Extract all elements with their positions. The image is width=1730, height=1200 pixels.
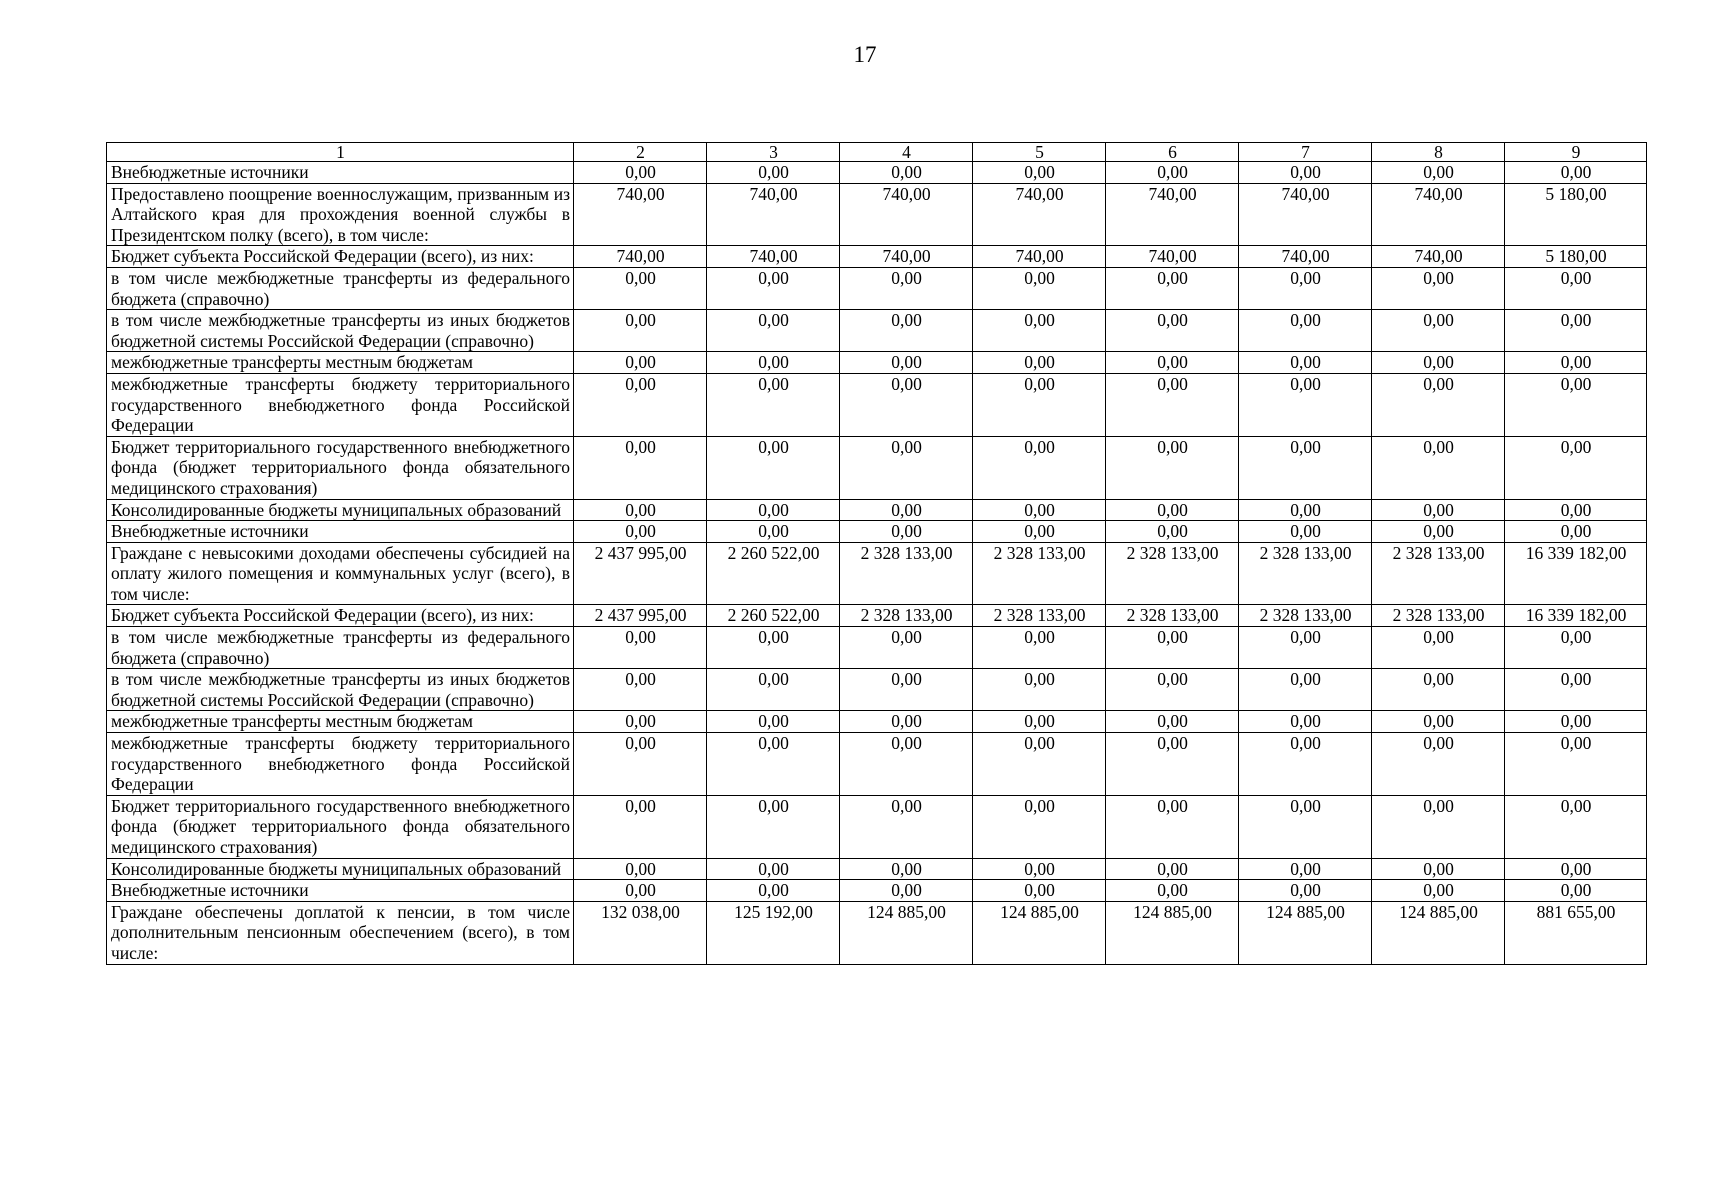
row-label: в том числе межбюджетные трансферты из федерального бюджета (справочно) bbox=[107, 267, 574, 309]
value-cell: 0,00 bbox=[574, 352, 707, 374]
value-cell: 0,00 bbox=[840, 267, 973, 309]
value-cell: 0,00 bbox=[1239, 436, 1372, 499]
value-cell: 0,00 bbox=[840, 521, 973, 543]
value-cell: 740,00 bbox=[973, 246, 1106, 268]
value-cell: 0,00 bbox=[840, 499, 973, 521]
value-cell: 0,00 bbox=[973, 436, 1106, 499]
row-label: Граждане с невысокими доходами обеспечены субсидией на оплату жилого помещения и коммунальных услуг (всего), в том числе: bbox=[107, 542, 574, 605]
value-cell: 0,00 bbox=[840, 310, 973, 352]
value-cell: 0,00 bbox=[973, 880, 1106, 902]
value-cell: 740,00 bbox=[973, 183, 1106, 246]
value-cell: 0,00 bbox=[707, 880, 840, 902]
value-cell: 0,00 bbox=[1106, 733, 1239, 796]
value-cell: 0,00 bbox=[1106, 267, 1239, 309]
column-number-cell: 2 bbox=[574, 143, 707, 162]
value-cell: 124 885,00 bbox=[1372, 901, 1505, 964]
value-cell: 5 180,00 bbox=[1505, 183, 1647, 246]
value-cell: 740,00 bbox=[707, 183, 840, 246]
row-label: в том числе межбюджетные трансферты из федерального бюджета (справочно) bbox=[107, 627, 574, 669]
table-row bbox=[107, 436, 1647, 499]
row-label: Бюджет территориального государственного внебюджетного фонда (бюджет территориального фонда обязательного медицинского страхования) bbox=[107, 436, 574, 499]
row-label: межбюджетные трансферты бюджету территориального государственного внебюджетного фонда Российской Федерации bbox=[107, 733, 574, 796]
value-cell: 0,00 bbox=[1505, 858, 1647, 880]
value-cell: 0,00 bbox=[574, 267, 707, 309]
value-cell: 2 328 133,00 bbox=[973, 605, 1106, 627]
value-cell: 0,00 bbox=[574, 521, 707, 543]
value-cell: 0,00 bbox=[1505, 373, 1647, 436]
value-cell: 0,00 bbox=[707, 436, 840, 499]
row-label: Внебюджетные источники bbox=[107, 521, 574, 543]
column-number-cell: 8 bbox=[1372, 143, 1505, 162]
value-cell: 0,00 bbox=[1106, 310, 1239, 352]
row-label: в том числе межбюджетные трансферты из иных бюджетов бюджетной системы Российской Федерации (справочно) bbox=[107, 310, 574, 352]
value-cell: 0,00 bbox=[574, 733, 707, 796]
table-row bbox=[107, 183, 1647, 246]
value-cell: 0,00 bbox=[1372, 352, 1505, 374]
value-cell: 0,00 bbox=[1106, 499, 1239, 521]
value-cell: 124 885,00 bbox=[973, 901, 1106, 964]
value-cell: 0,00 bbox=[1372, 627, 1505, 669]
row-label: межбюджетные трансферты бюджету территориального государственного внебюджетного фонда Российской Федерации bbox=[107, 373, 574, 436]
value-cell: 0,00 bbox=[1239, 267, 1372, 309]
row-label: Бюджет субъекта Российской Федерации (всего), из них: bbox=[107, 246, 574, 268]
value-cell: 740,00 bbox=[1106, 183, 1239, 246]
value-cell: 740,00 bbox=[1372, 246, 1505, 268]
table-row bbox=[107, 352, 1647, 374]
table-row bbox=[107, 521, 1647, 543]
table-row bbox=[107, 795, 1647, 858]
value-cell: 0,00 bbox=[973, 310, 1106, 352]
value-cell: 2 328 133,00 bbox=[1372, 605, 1505, 627]
value-cell: 0,00 bbox=[1239, 627, 1372, 669]
value-cell: 124 885,00 bbox=[1106, 901, 1239, 964]
value-cell: 0,00 bbox=[840, 858, 973, 880]
value-cell: 0,00 bbox=[1505, 733, 1647, 796]
table-row bbox=[107, 901, 1647, 964]
value-cell: 0,00 bbox=[1106, 627, 1239, 669]
value-cell: 0,00 bbox=[1239, 711, 1372, 733]
value-cell: 0,00 bbox=[574, 880, 707, 902]
value-cell: 0,00 bbox=[1106, 858, 1239, 880]
value-cell: 0,00 bbox=[707, 373, 840, 436]
table-row bbox=[107, 733, 1647, 796]
table-row bbox=[107, 711, 1647, 733]
value-cell: 0,00 bbox=[973, 858, 1106, 880]
value-cell: 0,00 bbox=[840, 352, 973, 374]
value-cell: 0,00 bbox=[1106, 162, 1239, 184]
value-cell: 2 328 133,00 bbox=[1106, 542, 1239, 605]
value-cell: 0,00 bbox=[973, 373, 1106, 436]
value-cell: 0,00 bbox=[1505, 669, 1647, 711]
value-cell: 740,00 bbox=[1372, 183, 1505, 246]
value-cell: 0,00 bbox=[1372, 733, 1505, 796]
value-cell: 0,00 bbox=[973, 162, 1106, 184]
value-cell: 125 192,00 bbox=[707, 901, 840, 964]
column-number-header-row bbox=[107, 143, 1647, 162]
value-cell: 0,00 bbox=[973, 627, 1106, 669]
value-cell: 2 437 995,00 bbox=[574, 605, 707, 627]
row-label: Бюджет территориального государственного внебюджетного фонда (бюджет территориального фонда обязательного медицинского страхования) bbox=[107, 795, 574, 858]
value-cell: 0,00 bbox=[1505, 436, 1647, 499]
value-cell: 0,00 bbox=[707, 352, 840, 374]
value-cell: 0,00 bbox=[574, 627, 707, 669]
table-row bbox=[107, 246, 1647, 268]
value-cell: 0,00 bbox=[1505, 310, 1647, 352]
value-cell: 0,00 bbox=[1505, 267, 1647, 309]
column-number-cell: 7 bbox=[1239, 143, 1372, 162]
value-cell: 0,00 bbox=[1239, 162, 1372, 184]
value-cell: 2 260 522,00 bbox=[707, 605, 840, 627]
value-cell: 0,00 bbox=[1505, 627, 1647, 669]
page-number: 17 bbox=[853, 42, 877, 67]
table-row bbox=[107, 373, 1647, 436]
value-cell: 2 437 995,00 bbox=[574, 542, 707, 605]
row-label: Внебюджетные источники bbox=[107, 162, 574, 184]
table-row bbox=[107, 605, 1647, 627]
value-cell: 0,00 bbox=[1239, 733, 1372, 796]
value-cell: 0,00 bbox=[574, 436, 707, 499]
value-cell: 0,00 bbox=[707, 267, 840, 309]
value-cell: 2 328 133,00 bbox=[840, 542, 973, 605]
value-cell: 124 885,00 bbox=[1239, 901, 1372, 964]
row-label: межбюджетные трансферты местным бюджетам bbox=[107, 711, 574, 733]
value-cell: 0,00 bbox=[707, 627, 840, 669]
value-cell: 0,00 bbox=[1106, 880, 1239, 902]
value-cell: 0,00 bbox=[1106, 669, 1239, 711]
value-cell: 0,00 bbox=[707, 795, 840, 858]
value-cell: 0,00 bbox=[1239, 310, 1372, 352]
value-cell: 0,00 bbox=[1372, 858, 1505, 880]
value-cell: 0,00 bbox=[1106, 436, 1239, 499]
value-cell: 740,00 bbox=[1239, 246, 1372, 268]
column-number-cell: 5 bbox=[973, 143, 1106, 162]
value-cell: 2 328 133,00 bbox=[973, 542, 1106, 605]
value-cell: 0,00 bbox=[1372, 499, 1505, 521]
row-label: Бюджет субъекта Российской Федерации (всего), из них: bbox=[107, 605, 574, 627]
value-cell: 2 328 133,00 bbox=[840, 605, 973, 627]
budget-table bbox=[106, 142, 1647, 965]
value-cell: 0,00 bbox=[1106, 352, 1239, 374]
value-cell: 0,00 bbox=[840, 162, 973, 184]
table-body bbox=[107, 143, 1647, 965]
value-cell: 0,00 bbox=[840, 627, 973, 669]
value-cell: 0,00 bbox=[707, 162, 840, 184]
column-number-cell: 4 bbox=[840, 143, 973, 162]
value-cell: 0,00 bbox=[1372, 162, 1505, 184]
value-cell: 0,00 bbox=[840, 711, 973, 733]
value-cell: 0,00 bbox=[1239, 669, 1372, 711]
value-cell: 0,00 bbox=[1239, 373, 1372, 436]
value-cell: 0,00 bbox=[707, 858, 840, 880]
value-cell: 0,00 bbox=[973, 499, 1106, 521]
value-cell: 0,00 bbox=[574, 795, 707, 858]
value-cell: 16 339 182,00 bbox=[1505, 542, 1647, 605]
value-cell: 740,00 bbox=[1106, 246, 1239, 268]
value-cell: 0,00 bbox=[707, 521, 840, 543]
value-cell: 740,00 bbox=[707, 246, 840, 268]
value-cell: 0,00 bbox=[574, 711, 707, 733]
value-cell: 0,00 bbox=[707, 711, 840, 733]
value-cell: 0,00 bbox=[707, 310, 840, 352]
value-cell: 881 655,00 bbox=[1505, 901, 1647, 964]
row-label: Консолидированные бюджеты муниципальных образований bbox=[107, 499, 574, 521]
table-row bbox=[107, 162, 1647, 184]
value-cell: 0,00 bbox=[707, 669, 840, 711]
value-cell: 0,00 bbox=[1372, 880, 1505, 902]
value-cell: 0,00 bbox=[707, 499, 840, 521]
table-row bbox=[107, 310, 1647, 352]
value-cell: 0,00 bbox=[1239, 880, 1372, 902]
value-cell: 0,00 bbox=[1372, 795, 1505, 858]
value-cell: 740,00 bbox=[574, 183, 707, 246]
row-label: Предоставлено поощрение военнослужащим, призванным из Алтайского края для прохождения военной службы в Президентском полку (всего), в том числе: bbox=[107, 183, 574, 246]
value-cell: 0,00 bbox=[973, 733, 1106, 796]
value-cell: 0,00 bbox=[574, 162, 707, 184]
row-label: в том числе межбюджетные трансферты из иных бюджетов бюджетной системы Российской Федерации (справочно) bbox=[107, 669, 574, 711]
table-row bbox=[107, 858, 1647, 880]
value-cell: 0,00 bbox=[840, 373, 973, 436]
value-cell: 0,00 bbox=[1239, 858, 1372, 880]
value-cell: 0,00 bbox=[574, 310, 707, 352]
value-cell: 740,00 bbox=[574, 246, 707, 268]
value-cell: 740,00 bbox=[840, 246, 973, 268]
value-cell: 2 328 133,00 bbox=[1106, 605, 1239, 627]
value-cell: 0,00 bbox=[1505, 711, 1647, 733]
value-cell: 0,00 bbox=[840, 795, 973, 858]
value-cell: 0,00 bbox=[1239, 521, 1372, 543]
row-label: Граждане обеспечены доплатой к пенсии, в том числе дополнительным пенсионным обеспечением (всего), в том числе: bbox=[107, 901, 574, 964]
value-cell: 0,00 bbox=[1372, 267, 1505, 309]
value-cell: 0,00 bbox=[1505, 162, 1647, 184]
table-row bbox=[107, 542, 1647, 605]
column-number-cell: 9 bbox=[1505, 143, 1647, 162]
value-cell: 0,00 bbox=[973, 267, 1106, 309]
value-cell: 0,00 bbox=[1505, 880, 1647, 902]
value-cell: 0,00 bbox=[1372, 373, 1505, 436]
value-cell: 0,00 bbox=[574, 499, 707, 521]
value-cell: 0,00 bbox=[1505, 521, 1647, 543]
row-label: межбюджетные трансферты местным бюджетам bbox=[107, 352, 574, 374]
value-cell: 740,00 bbox=[1239, 183, 1372, 246]
value-cell: 0,00 bbox=[1372, 669, 1505, 711]
table-row bbox=[107, 880, 1647, 902]
value-cell: 0,00 bbox=[840, 669, 973, 711]
table-row bbox=[107, 627, 1647, 669]
value-cell: 0,00 bbox=[973, 521, 1106, 543]
value-cell: 0,00 bbox=[1372, 711, 1505, 733]
value-cell: 0,00 bbox=[973, 669, 1106, 711]
value-cell: 0,00 bbox=[840, 880, 973, 902]
value-cell: 0,00 bbox=[1106, 373, 1239, 436]
value-cell: 0,00 bbox=[973, 352, 1106, 374]
value-cell: 0,00 bbox=[707, 733, 840, 796]
value-cell: 0,00 bbox=[1505, 499, 1647, 521]
value-cell: 0,00 bbox=[574, 858, 707, 880]
value-cell: 5 180,00 bbox=[1505, 246, 1647, 268]
value-cell: 0,00 bbox=[574, 373, 707, 436]
row-label: Консолидированные бюджеты муниципальных образований bbox=[107, 858, 574, 880]
value-cell: 0,00 bbox=[1372, 521, 1505, 543]
value-cell: 0,00 bbox=[1372, 310, 1505, 352]
value-cell: 0,00 bbox=[1239, 352, 1372, 374]
table-row bbox=[107, 669, 1647, 711]
value-cell: 132 038,00 bbox=[574, 901, 707, 964]
value-cell: 2 328 133,00 bbox=[1372, 542, 1505, 605]
value-cell: 0,00 bbox=[1505, 352, 1647, 374]
value-cell: 0,00 bbox=[1106, 795, 1239, 858]
value-cell: 0,00 bbox=[1372, 436, 1505, 499]
value-cell: 0,00 bbox=[1106, 711, 1239, 733]
value-cell: 0,00 bbox=[840, 733, 973, 796]
value-cell: 740,00 bbox=[840, 183, 973, 246]
value-cell: 0,00 bbox=[574, 669, 707, 711]
value-cell: 0,00 bbox=[1505, 795, 1647, 858]
value-cell: 124 885,00 bbox=[840, 901, 973, 964]
value-cell: 0,00 bbox=[840, 436, 973, 499]
value-cell: 0,00 bbox=[1239, 795, 1372, 858]
value-cell: 0,00 bbox=[973, 795, 1106, 858]
column-number-cell: 3 bbox=[707, 143, 840, 162]
value-cell: 0,00 bbox=[1106, 521, 1239, 543]
value-cell: 2 328 133,00 bbox=[1239, 605, 1372, 627]
column-number-cell: 1 bbox=[107, 143, 574, 162]
table-row bbox=[107, 499, 1647, 521]
table-row bbox=[107, 267, 1647, 309]
value-cell: 16 339 182,00 bbox=[1505, 605, 1647, 627]
value-cell: 0,00 bbox=[1239, 499, 1372, 521]
value-cell: 2 328 133,00 bbox=[1239, 542, 1372, 605]
value-cell: 2 260 522,00 bbox=[707, 542, 840, 605]
column-number-cell: 6 bbox=[1106, 143, 1239, 162]
row-label: Внебюджетные источники bbox=[107, 880, 574, 902]
value-cell: 0,00 bbox=[973, 711, 1106, 733]
